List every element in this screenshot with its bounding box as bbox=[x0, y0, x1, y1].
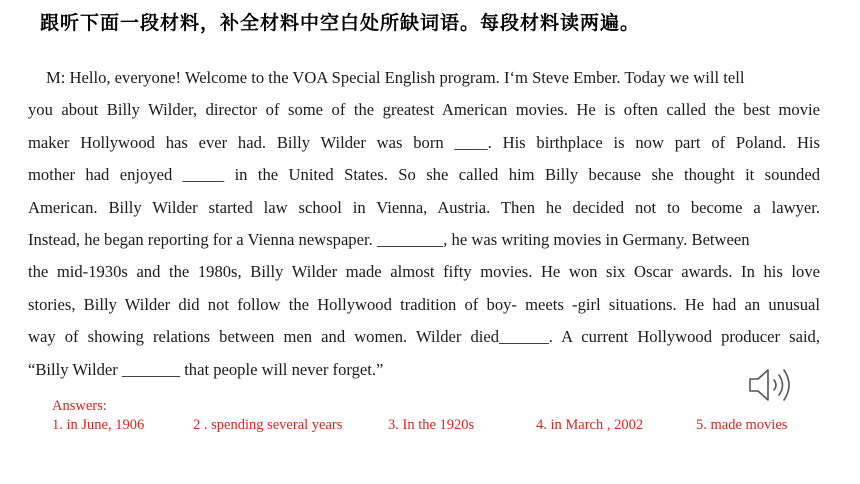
passage-line: you about Billy Wilder, director of some of the greatest American movies. He is often called the best movie bbox=[28, 100, 820, 120]
passage-line: stories, Billy Wilder did not follow the Hollywood tradition of boy- meets -girl situations. He had an unusual bbox=[28, 294, 820, 314]
answer-item-2: 2 . spending several years bbox=[193, 417, 343, 433]
listening-passage bbox=[28, 62, 820, 386]
passage-line: way of showing relations between men and women. Wilder died______. A current Hollywood producer said, bbox=[28, 327, 820, 347]
passage-line: M: Hello, everyone! Welcome to the VOA Special English program. I‘m Steve Ember. Today we will tell bbox=[46, 68, 745, 87]
passage-line: the mid-1930s and the 1980s, Billy Wilder made almost fifty movies. He won six Oscar awards. In his love bbox=[28, 262, 820, 282]
answers-section bbox=[52, 397, 832, 433]
speaker-icon[interactable] bbox=[746, 364, 800, 406]
passage-line: American. Billy Wilder started law school in Vienna, Austria. Then he decided not to become a lawyer. bbox=[28, 197, 820, 217]
passage-line: maker Hollywood has ever had. Billy Wilder was born ____. His birthplace is now part of Poland. His bbox=[28, 132, 820, 152]
instruction-heading: 跟听下面一段材料，补全材料中空白处所缺词语。每段材料读两遍。 bbox=[40, 12, 641, 34]
answer-item-5: 5. made movies bbox=[696, 417, 788, 433]
passage-line: “Billy Wilder _______ that people will never forget.” bbox=[28, 359, 384, 379]
answer-item-3: 3. In the 1920s bbox=[388, 417, 475, 433]
answer-item-4: 4. in March , 2002 bbox=[536, 417, 644, 433]
answers-title: Answers: bbox=[52, 398, 107, 414]
passage-line: mother had enjoyed _____ in the United States. So she called him Billy because she thought it sounded bbox=[28, 165, 820, 185]
answer-item-1: 1. in June, 1906 bbox=[52, 417, 145, 433]
passage-line: Instead, he began reporting for a Vienna newspaper. ________, he was writing movies in Germany. Between bbox=[28, 230, 750, 250]
